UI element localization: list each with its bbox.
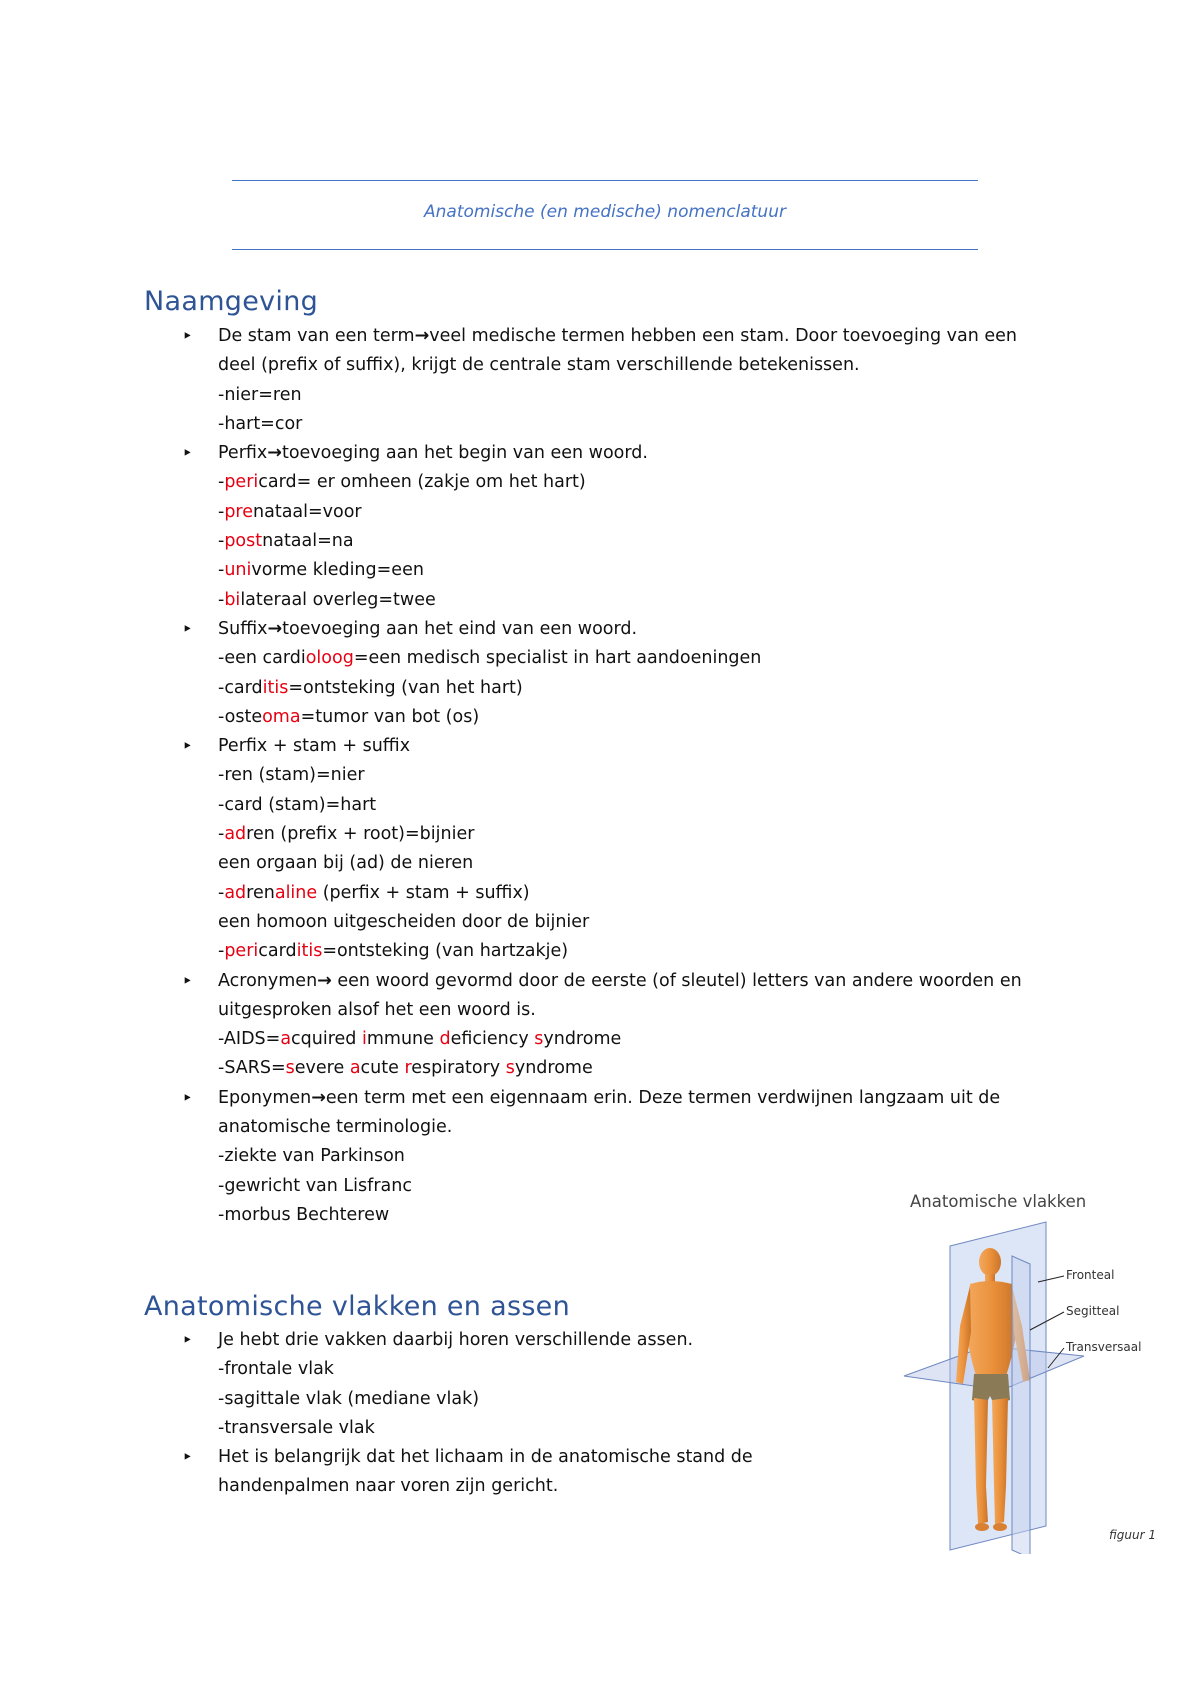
highlighted-term-part: a (349, 1058, 361, 1079)
text-line (218, 381, 1022, 410)
text-run: toevoeging aan het begin van een woord. (281, 443, 648, 464)
text-line (218, 468, 1022, 497)
highlighted-term-part: ad (224, 824, 247, 845)
text-run: deel (prefix of suffix), krijgt de centrale stam verschillende betekenissen. (218, 355, 860, 376)
text-line (218, 527, 1022, 556)
text-run: vorme kleding=een (251, 560, 424, 581)
highlighted-term-part: d (439, 1029, 451, 1050)
text-line (218, 556, 1022, 585)
bullet-item (182, 1326, 753, 1443)
figure-title: Anatomische vlakken (910, 1192, 1087, 1211)
label-transverse: Transversaal (1066, 1340, 1142, 1354)
arrowhead-bullet-icon: ‣ (182, 1087, 193, 1109)
text-line (218, 615, 1022, 644)
text-line (218, 498, 1022, 527)
text-run: een woord gevormd door de eerste (of sleutel) letters van andere woorden en (331, 970, 1022, 991)
text-run: - (218, 501, 225, 522)
text-run: card= er omheen (zakje om het hart) (258, 472, 586, 493)
highlighted-term-part: itis (296, 941, 323, 962)
text-line (218, 849, 1022, 878)
text-run: -nier=ren (218, 384, 302, 405)
arrowhead-bullet-icon: ‣ (182, 736, 193, 758)
highlighted-term-part: post (224, 531, 263, 552)
text-run: - (218, 941, 225, 962)
text-line (218, 674, 1022, 703)
text-run: -SARS= (218, 1058, 286, 1079)
text-line (218, 1414, 753, 1443)
text-run: veel medische termen hebben een stam. Door toevoeging van een (429, 326, 1017, 346)
text-run: eficiency (450, 1029, 535, 1050)
highlighted-term-part: itis (262, 677, 289, 698)
text-line (218, 879, 1022, 908)
figure-caption: figuur 1 (1109, 1528, 1156, 1542)
highlighted-term-part: r (404, 1058, 412, 1079)
text-line (218, 820, 1022, 849)
text-line (218, 1025, 1022, 1054)
text-line (218, 1084, 1022, 1113)
text-run: =tumor van bot (os) (300, 706, 480, 727)
text-run: (perfix + stam + suffix) (317, 882, 530, 903)
text-run: een orgaan bij (ad) de nieren (218, 853, 474, 874)
text-line (218, 351, 1022, 380)
text-run: cute (360, 1058, 405, 1079)
text-line (218, 908, 1022, 937)
text-run: -ren (stam)=nier (218, 765, 365, 786)
document-header-title: Anatomische (en medische) nomenclatuur (424, 202, 786, 222)
bullet-item (182, 967, 1022, 1084)
text-line (218, 967, 1022, 996)
right-arrow-icon: → (311, 1087, 326, 1108)
text-run: De stam van een term (218, 326, 415, 346)
text-run: -oste (218, 706, 263, 727)
text-run: =een medisch specialist in hart aandoeningen (353, 648, 762, 669)
text-run: lateraal overleg=twee (240, 589, 436, 610)
text-run: - (218, 589, 225, 610)
text-run: Je hebt drie vakken daarbij horen verschillende assen. (218, 1330, 694, 1350)
sagittal-plane (1012, 1256, 1030, 1554)
text-line (218, 1355, 753, 1384)
text-run: -card (stam)=hart (218, 794, 377, 815)
text-run: een homoon uitgescheiden door de bijnier (218, 911, 590, 932)
text-run: anatomische terminologie. (218, 1117, 453, 1138)
text-run: -sagittale vlak (mediane vlak) (218, 1388, 480, 1409)
highlighted-term-part: pre (224, 501, 254, 522)
text-line (218, 410, 1022, 439)
text-run: - (218, 531, 225, 552)
highlighted-term-part: peri (224, 472, 259, 493)
anatomical-planes-figure (874, 1186, 1180, 1554)
text-run: yndrome (543, 1029, 622, 1050)
arrowhead-bullet-icon: ‣ (182, 326, 193, 347)
highlighted-term-part: s (505, 1058, 515, 1079)
heading-anatomische-vlakken: Anatomische vlakken en assen (144, 1291, 571, 1322)
text-line (218, 703, 1022, 732)
text-run: -morbus Bechterew (218, 1204, 390, 1225)
text-line (218, 322, 1022, 351)
bullet-item (182, 439, 1022, 615)
text-run: Perfix + stam + suffix (218, 736, 411, 757)
highlighted-term-part: bi (224, 589, 241, 610)
right-arrow-icon: → (414, 326, 430, 346)
text-run: een term met een eigennaam erin. Deze termen verdwijnen langzaam uit de (325, 1087, 1001, 1108)
text-line (218, 1443, 753, 1472)
highlighted-term-part: s (534, 1029, 544, 1050)
highlighted-term-part: oma (262, 706, 301, 727)
text-run: evere (294, 1058, 350, 1079)
arrowhead-bullet-icon: ‣ (182, 1447, 193, 1469)
highlighted-term-part: peri (224, 941, 259, 962)
arrowhead-bullet-icon: ‣ (182, 618, 193, 640)
text-line (218, 761, 1022, 790)
text-run: mmune (366, 1029, 440, 1050)
arrowhead-bullet-icon: ‣ (182, 443, 193, 465)
text-run: -card (218, 677, 263, 698)
text-run: -AIDS= (218, 1029, 281, 1050)
highlighted-term-part: a (280, 1029, 292, 1050)
bullet-item (182, 615, 1022, 732)
highlighted-term-part: i (361, 1029, 367, 1050)
text-line (218, 1385, 753, 1414)
header-rule-bottom (232, 249, 978, 250)
text-run: - (218, 472, 225, 493)
text-run: -frontale vlak (218, 1359, 334, 1380)
text-line (218, 1142, 1022, 1171)
highlighted-term-part: aline (274, 882, 318, 903)
anatomical-planes-illustration (874, 1186, 1180, 1554)
text-run: cquired (291, 1029, 362, 1050)
text-run: ren (246, 882, 275, 903)
text-run: Perfix (218, 443, 268, 464)
right-arrow-icon: → (267, 618, 283, 639)
naamgeving-list (182, 322, 1022, 1230)
highlighted-term-part: ad (224, 882, 247, 903)
text-run: -een cardi (218, 648, 306, 669)
text-run: - (218, 824, 225, 845)
heading-naamgeving: Naamgeving (144, 286, 319, 317)
text-run: espiratory (411, 1058, 506, 1079)
text-run: Suffix (218, 618, 268, 639)
text-line (218, 937, 1022, 966)
highlighted-term-part: uni (224, 560, 252, 581)
text-line (218, 586, 1022, 615)
text-run: yndrome (514, 1058, 593, 1079)
right-arrow-icon: → (267, 443, 282, 464)
right-arrow-icon: → (317, 970, 332, 991)
text-run: -hart=cor (218, 413, 303, 434)
text-line (218, 1472, 753, 1501)
text-run: =ontsteking (van het hart) (288, 677, 523, 698)
text-line (218, 732, 1022, 761)
bullet-item (182, 1443, 753, 1502)
text-run: Acronymen (218, 970, 318, 991)
header-rule-top (232, 180, 978, 181)
text-run: uitgesproken alsof het een woord is. (218, 999, 536, 1020)
text-line (218, 1326, 753, 1355)
text-run: Het is belangrijk dat het lichaam in de anatomische stand de (218, 1447, 753, 1468)
text-run: =ontsteking (van hartzakje) (322, 941, 569, 962)
label-frontal: Fronteal (1066, 1268, 1115, 1282)
text-line (218, 439, 1022, 468)
bullet-item (182, 732, 1022, 966)
text-line (218, 1113, 1022, 1142)
text-line (218, 791, 1022, 820)
vlakken-list (182, 1326, 753, 1502)
text-run: nataal=voor (253, 501, 362, 522)
text-line (218, 1054, 1022, 1083)
text-line (218, 996, 1022, 1025)
arrowhead-bullet-icon: ‣ (182, 970, 193, 992)
text-run: handenpalmen naar voren zijn gericht. (218, 1476, 559, 1497)
text-run: -ziekte van Parkinson (218, 1146, 405, 1167)
text-run: Eponymen (218, 1087, 312, 1108)
highlighted-term-part: s (285, 1058, 295, 1079)
text-line (218, 644, 1022, 673)
text-run: - (218, 882, 225, 903)
label-sagittal: Segitteal (1066, 1304, 1120, 1318)
arrowhead-bullet-icon: ‣ (182, 1330, 193, 1351)
text-run: toevoeging aan het eind van een woord. (282, 618, 638, 639)
text-run: ren (prefix + root)=bijnier (246, 824, 475, 845)
text-run: -gewricht van Lisfranc (218, 1175, 412, 1196)
highlighted-term-part: oloog (305, 648, 354, 669)
bullet-item (182, 322, 1022, 439)
text-run: card (258, 941, 297, 962)
text-run: -transversale vlak (218, 1417, 375, 1438)
text-run: nataal=na (262, 531, 354, 552)
text-run: - (218, 560, 225, 581)
